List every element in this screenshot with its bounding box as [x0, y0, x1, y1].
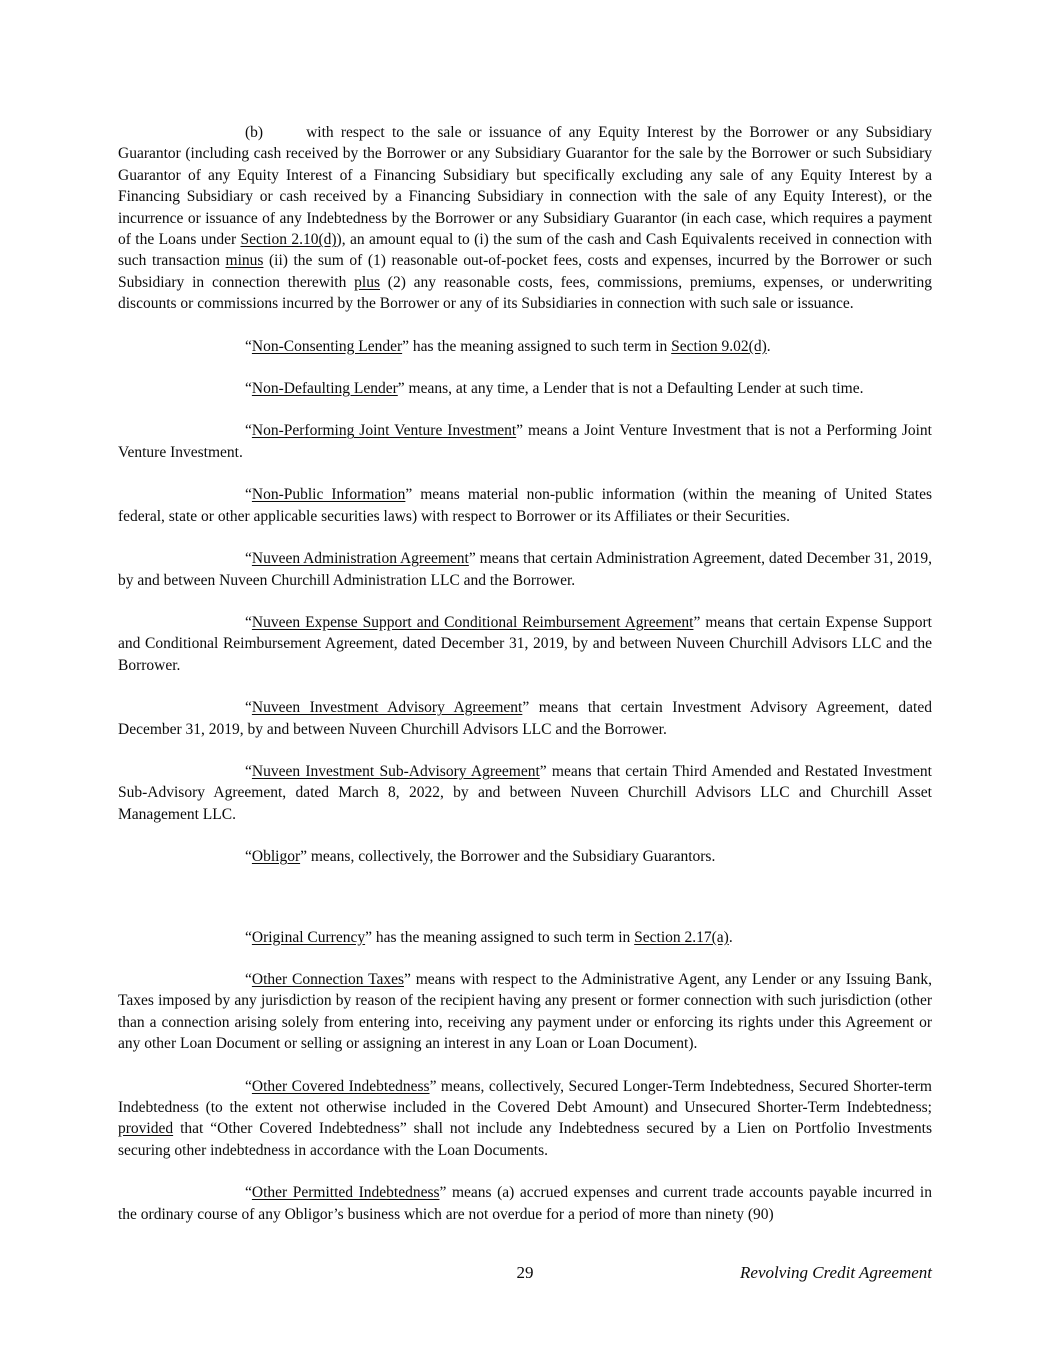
- definition-non-public-information: [118, 484, 932, 527]
- definition-non-defaulting-lender: [118, 378, 932, 399]
- underlined-text: Section 2.10(d): [240, 231, 337, 249]
- text-run: “: [245, 550, 252, 568]
- page-footer: [118, 1262, 932, 1286]
- text-run: “: [245, 1184, 252, 1202]
- text-run: “: [245, 928, 252, 946]
- definition-non-consenting-lender: [118, 336, 932, 357]
- text-run: “: [245, 422, 252, 440]
- text-run: with respect to the sale or issuance of any Equity Interest by the Borrower or any Subsidiary Guarantor (including cash received by the Borrower or any Subsidiary Guarantor for the sale by the Borrower or such Subsidiary Guarantor of any Equity Interest of a Financing Subsidiary but specifically excluding any sale of any Equity Interest by a Financing Subsidiary or cash received by a Financing Subsidiary in connection with the sale of any Equity Interest), or the incurrence or issuance of any Indebtedness by the Borrower or any Subsidiary Guarantor (in each case, which requires a payment of the Loans under: [118, 124, 932, 249]
- text-run: ” means with respect to the Administrative Agent, any Lender or any Issuing Bank, Taxes imposed by any jurisdiction by reason of the recipient having any present or former connection with such jurisdiction (other than a connection arising solely from entering into, receiving any payment under or enforcing its rights under this Agreement or any other Loan Document or selling or assigning an interest in any Loan or Loan Document).: [118, 970, 932, 1053]
- underlined-text: Non-Consenting Lender: [251, 337, 403, 355]
- text-run: “: [245, 380, 252, 398]
- text-run: .: [766, 337, 771, 355]
- definition-obligor: [118, 846, 932, 867]
- text-run: ” means, collectively, Secured Longer-Term Indebtedness, Secured Shorter-term Indebtedness (to the extent not otherwise included in the Covered Debt Amount) and Unsecured Shorter-Term Indebtedness;: [118, 1077, 932, 1116]
- clause-b-paragraph: [118, 122, 932, 315]
- underlined-text: Section 2.17(a): [634, 928, 729, 946]
- definition-other-covered-indebtedness: [118, 1076, 932, 1162]
- underlined-text: Section 9.02(d): [671, 337, 767, 355]
- underlined-text: Nuveen Administration Agreement: [251, 550, 469, 568]
- text-run: ” means a Joint Venture Investment that is not a Performing Joint Venture Investment.: [118, 422, 932, 461]
- underlined-text: Nuveen Investment Advisory Agreement: [251, 699, 523, 717]
- underlined-text: Other Covered Indebtedness: [251, 1077, 430, 1095]
- text-run: ” means material non-public information (within the meaning of United States federal, state or other applicable securities laws) with respect to Borrower or its Affiliates or their Securities.: [118, 486, 932, 525]
- underlined-text: Obligor: [251, 848, 301, 866]
- text-run: “: [245, 970, 252, 988]
- text-run: “: [245, 337, 252, 355]
- text-run: “: [245, 1077, 252, 1095]
- document-content: [118, 122, 932, 1246]
- text-run: ” means (a) accrued expenses and current trade accounts payable incurred in the ordinary course of any Obligor’s business which are not overdue for a period of more than ninety (90): [118, 1184, 932, 1223]
- text-run: ” means that certain Expense Support and Conditional Reimbursement Agreement, dated December 31, 2019, by and between Nuveen Churchill Advisors LLC and the Borrower.: [118, 613, 932, 674]
- underlined-text: Nuveen Expense Support and Conditional Reimbursement Agreement: [251, 613, 694, 631]
- text-run: “: [245, 699, 252, 717]
- text-run: (ii) the sum of (1) reasonable out-of-pocket fees, costs and expenses, incurred by the Borrower or such Subsidiary in connection therewith: [118, 252, 932, 291]
- text-run: ” means that certain Third Amended and Restated Investment Sub-Advisory Agreement, dated March 8, 2022, by and between Nuveen Churchill Advisors LLC and Churchill Asset Management LLC.: [118, 762, 932, 823]
- text-run: ” means, collectively, the Borrower and the Subsidiary Guarantors.: [300, 848, 716, 866]
- definition-other-connection-taxes: [118, 969, 932, 1055]
- underlined-text: Non-Public Information: [251, 486, 406, 504]
- text-run: (2) any reasonable costs, fees, commissions, premiums, expenses, or underwriting discounts or commissions incurred by the Borrower or any of its Subsidiaries in connection with such sale or issuance.: [118, 273, 932, 313]
- text-run: “: [245, 486, 252, 504]
- underlined-text: Original Currency: [251, 928, 366, 946]
- definition-nuveen-expense-support-agreement: [118, 612, 932, 676]
- underlined-text: Other Permitted Indebtedness: [251, 1184, 440, 1202]
- text-run: “: [245, 762, 252, 780]
- underlined-text: provided: [118, 1120, 174, 1138]
- definition-nuveen-investment-advisory-agreement: [118, 697, 932, 740]
- text-run: ” has the meaning assigned to such term in: [365, 928, 635, 946]
- page-number: 29: [516, 1263, 534, 1282]
- definition-nuveen-investment-sub-advisory-agreement: [118, 761, 932, 825]
- underlined-text: Other Connection Taxes: [251, 970, 404, 988]
- text-run: ” means that certain Investment Advisory Agreement, dated December 31, 2019, by and between Nuveen Churchill Advisors LLC and the Borrower.: [118, 699, 932, 738]
- text-run: that “Other Covered Indebtedness” shall not include any Indebtedness secured by a Lien on Portfolio Investments securing other indebtedness in accordance with the Loan Documents.: [118, 1120, 932, 1159]
- definition-non-performing-joint-venture-investment: [118, 420, 932, 463]
- definition-other-permitted-indebtedness: [118, 1182, 932, 1225]
- text-run: ” means, at any time, a Lender that is not a Defaulting Lender at such time.: [397, 380, 864, 398]
- text-run: ” has the meaning assigned to such term in: [402, 337, 672, 355]
- underlined-text: Nuveen Investment Sub-Advisory Agreement: [251, 762, 540, 780]
- underlined-text: plus: [354, 273, 380, 291]
- underlined-text: minus: [225, 252, 264, 270]
- underlined-text: Non-Performing Joint Venture Investment: [251, 422, 517, 440]
- text-run: ” means that certain Administration Agreement, dated December 31, 2019, by and between Nuveen Churchill Administration LLC and the Borrower.: [118, 550, 932, 589]
- text-run: “: [245, 848, 252, 866]
- definition-nuveen-administration-agreement: [118, 548, 932, 591]
- text-run: “: [245, 613, 252, 631]
- underlined-text: Non-Defaulting Lender: [251, 380, 398, 398]
- text-run: ), an amount equal to (i) the sum of the cash and Cash Equivalents received in connection with such transaction: [118, 231, 932, 270]
- definition-original-currency: [118, 927, 932, 948]
- clause-label: (b): [245, 124, 264, 141]
- text-run: .: [728, 928, 733, 946]
- footer-doc-title: Revolving Credit Agreement: [740, 1263, 932, 1282]
